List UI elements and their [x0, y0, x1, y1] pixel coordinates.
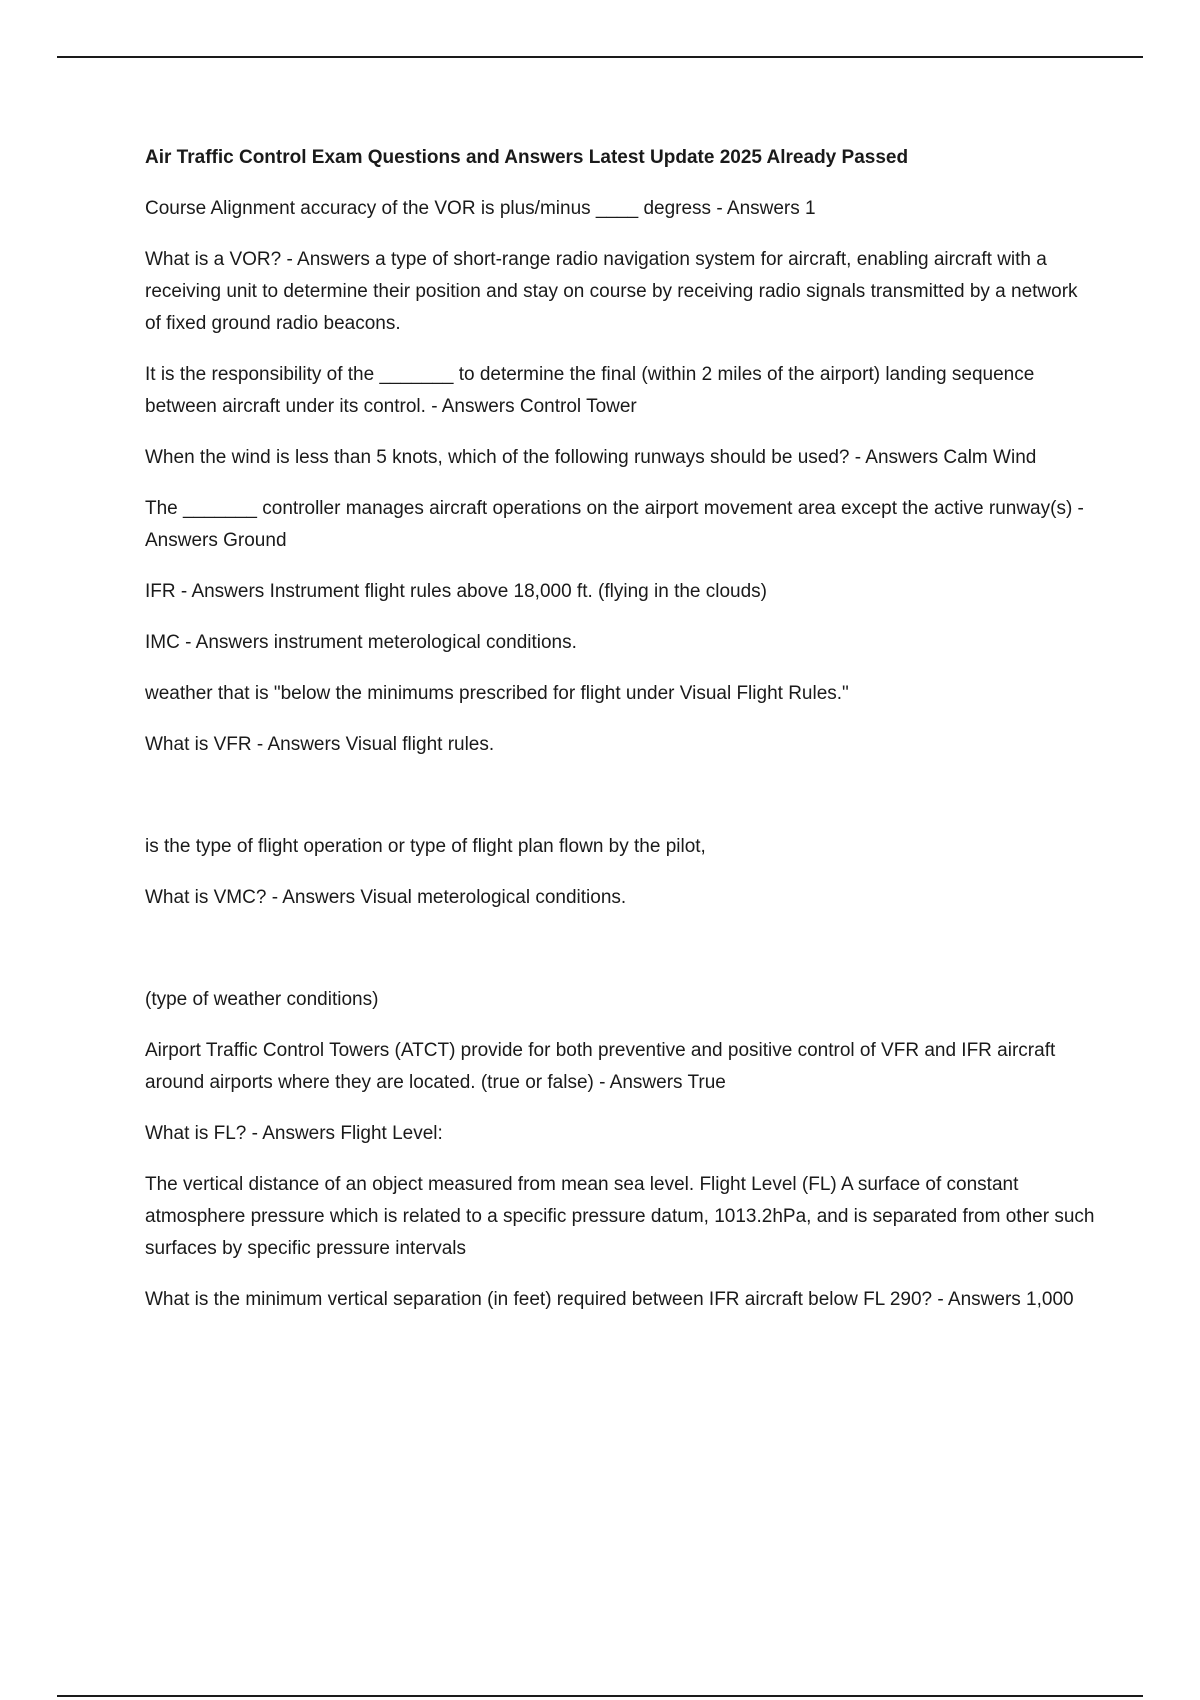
- paragraph-vertical-separation: What is the minimum vertical separation (in feet) required between IFR aircraft below FL 290? - Answers 1,000: [145, 1289, 1074, 1310]
- paragraph-imc-weather: weather that is "below the minimums prescribed for flight under Visual Flight Rules.": [145, 683, 849, 704]
- top-rule: [57, 56, 1143, 58]
- paragraph-what-is-vor: What is a VOR? - Answers a type of short-range radio navigation system for aircraft, enabling aircraft with a receiving unit to determine their position and stay on course by receiving radio signals transmitted by a network of fixed ground radio beacons.: [145, 249, 1078, 334]
- paragraph-vmc: What is VMC? - Answers Visual meterological conditions.: [145, 887, 627, 908]
- paragraph-imc: IMC - Answers instrument meterological conditions.: [145, 632, 577, 653]
- paragraph-vfr: What is VFR - Answers Visual flight rules.: [145, 734, 495, 755]
- paragraph-landing-sequence: It is the responsibility of the _______ to determine the final (within 2 miles of the airport) landing sequence between aircraft under its control. - Answers Control Tower: [145, 364, 1035, 417]
- paragraph-ground-controller: The _______ controller manages aircraft operations on the airport movement area except the active runway(s) - Answers Ground: [145, 498, 1084, 551]
- paragraph-vmc-definition: (type of weather conditions): [145, 989, 379, 1010]
- bottom-rule: [57, 1695, 1143, 1697]
- paragraph-ifr: IFR - Answers Instrument flight rules above 18,000 ft. (flying in the clouds): [145, 581, 768, 602]
- paragraph-what-is-fl: What is FL? - Answers Flight Level:: [145, 1123, 443, 1144]
- paragraph-atct: Airport Traffic Control Towers (ATCT) provide for both preventive and positive control of VFR and IFR aircraft around airports where they are located. (true or false) - Answers True: [145, 1040, 1056, 1093]
- document-title: Air Traffic Control Exam Questions and Answers Latest Update 2025 Already Passed: [145, 147, 909, 168]
- document-body: [145, 142, 1095, 1335]
- blank-gap: [145, 933, 1095, 984]
- paragraph-vfr-definition: is the type of flight operation or type of flight plan flown by the pilot,: [145, 836, 706, 857]
- paragraph-calm-wind: When the wind is less than 5 knots, which of the following runways should be used? - Answers Calm Wind: [145, 447, 1037, 468]
- paragraph-fl-definition: The vertical distance of an object measured from mean sea level. Flight Level (FL) A surface of constant atmosphere pressure which is related to a specific pressure datum, 1013.2hPa, and is separated from other such surfaces by specific pressure intervals: [145, 1174, 1095, 1259]
- blank-gap: [145, 780, 1095, 831]
- paragraph-vor-accuracy: Course Alignment accuracy of the VOR is plus/minus ____ degress - Answers 1: [145, 198, 816, 219]
